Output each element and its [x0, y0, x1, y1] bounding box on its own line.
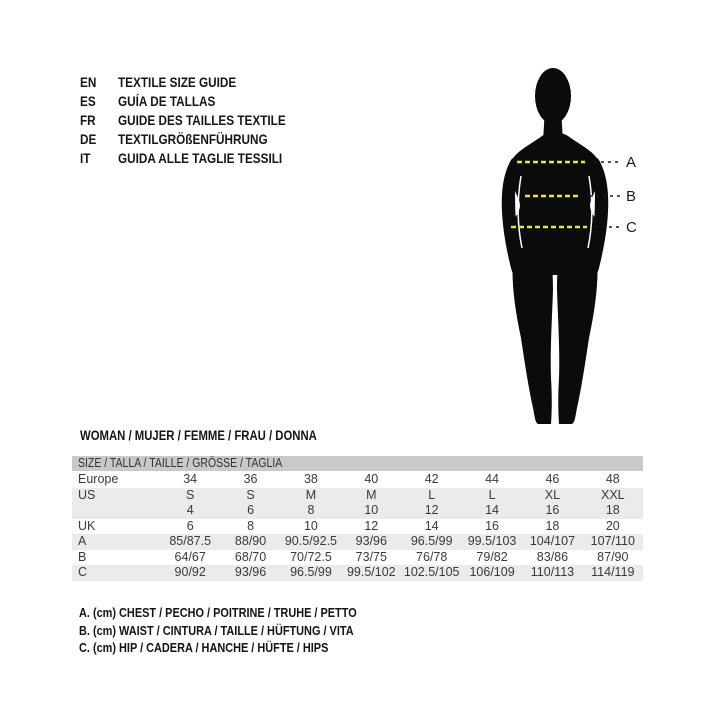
table-cell: 46: [545, 472, 560, 486]
table-row: [72, 519, 643, 535]
table-cell: 99.5/103: [467, 534, 517, 548]
table-cell: L: [488, 487, 496, 502]
table-cell: 34: [183, 472, 198, 486]
table-cell: 20: [605, 518, 620, 533]
language-label-text: GUIDA ALLE TAGLIE TESSILI: [118, 150, 283, 166]
woman-silhouette: [502, 68, 608, 424]
table-row-label: C: [78, 565, 88, 579]
language-code: [80, 92, 118, 111]
table-cell: 38: [303, 472, 318, 486]
table-row: [72, 503, 643, 519]
table-cell: 87/90: [597, 549, 629, 564]
table-cell: 14: [485, 503, 500, 517]
measure-label-b: B: [626, 188, 637, 205]
table-cell: 70/72.5: [290, 549, 332, 564]
legend-text: B. (cm) WAIST / CINTURA / TAILLE / HÜFTUNG / VITA: [79, 622, 354, 638]
table-cell: 8: [307, 503, 315, 517]
table-cell: 73/75: [355, 549, 387, 564]
language-row: [80, 92, 318, 111]
language-label: [118, 73, 259, 92]
table-cell: 44: [485, 472, 500, 486]
table-cell: M: [305, 487, 317, 502]
table-row: [72, 488, 643, 504]
language-row: [80, 149, 318, 168]
language-code-text: FR: [80, 112, 96, 128]
table-cell: 90.5/92.5: [284, 534, 337, 548]
table-cell: 14: [424, 518, 439, 533]
language-label: [118, 149, 313, 168]
table-row-label: A: [78, 534, 87, 548]
language-label-text: TEXTILGRÖßENFÜHRUNG: [118, 131, 268, 147]
table-row: [72, 472, 643, 488]
table-cell: 93/96: [234, 565, 267, 579]
language-label: [118, 111, 318, 130]
table-cell: 40: [364, 472, 379, 486]
measure-label-a: A: [626, 154, 637, 171]
legend-text: A. (cm) CHEST / PECHO / POITRINE / TRUHE / PETTO: [79, 605, 357, 620]
table-cell: M: [366, 487, 377, 502]
size-table-header-text: SIZE / TALLA / TAILLE / GRÖSSE / TAGLIA: [78, 456, 283, 470]
language-label-text: GUIDE DES TAILLES TEXTILE: [118, 112, 286, 128]
table-cell: 68/70: [234, 549, 267, 564]
table-cell: 90/92: [174, 565, 206, 579]
gender-heading: [80, 428, 362, 443]
legend-text: C. (cm) HIP / CADERA / HANCHE / HÜFTE / HIPS: [79, 640, 329, 655]
language-label-text: GUÍA DE TALLAS: [118, 93, 216, 109]
legend-row: [79, 639, 410, 657]
size-table-body: [72, 472, 643, 581]
table-cell: 83/86: [536, 549, 569, 564]
table-row: [72, 550, 643, 566]
language-label-text: TEXTILE SIZE GUIDE: [118, 74, 237, 90]
table-cell: 12: [364, 518, 379, 533]
language-code-text: ES: [80, 93, 96, 109]
measure-label-c: C: [626, 219, 637, 236]
table-row-label: [72, 503, 160, 519]
table-cell: 48: [605, 472, 620, 486]
table-cell: 42: [424, 472, 439, 486]
table-cell: 18: [605, 503, 620, 517]
language-label: [118, 92, 234, 111]
size-table: [72, 456, 643, 581]
measurement-legend: [79, 604, 410, 657]
table-cell: 36: [243, 472, 258, 486]
table-row-label: B: [78, 549, 87, 564]
woman-silhouette-figure: [455, 60, 655, 430]
table-cell: 85/87.5: [169, 534, 212, 548]
table-cell: 104/107: [529, 534, 576, 548]
legend-row: [79, 604, 410, 622]
gender-heading-text: WOMAN / MUJER / FEMME / FRAU / DONNA: [80, 428, 317, 443]
table-cell: 16: [545, 503, 560, 517]
table-cell: 8: [247, 518, 255, 533]
table-cell: 96.5/99: [290, 565, 332, 579]
table-cell: 6: [247, 503, 255, 517]
table-row: [72, 534, 643, 550]
table-cell: 79/82: [476, 549, 508, 564]
table-cell: S: [186, 487, 195, 502]
table-cell: 18: [545, 518, 560, 533]
table-cell: 114/119: [591, 565, 635, 579]
table-row-label: Europe: [78, 472, 119, 486]
language-row: [80, 73, 318, 92]
table-cell: 88/90: [234, 534, 267, 548]
table-cell: L: [428, 487, 436, 502]
table-cell: XL: [544, 487, 561, 502]
table-cell: S: [246, 487, 255, 502]
legend-row: [79, 622, 410, 640]
table-cell: 99.5/102: [346, 565, 396, 579]
language-list: [80, 73, 318, 168]
language-label: [118, 130, 296, 149]
table-cell: 10: [303, 518, 318, 533]
language-code: [80, 149, 118, 168]
table-cell: 64/67: [174, 549, 206, 564]
language-code-text: EN: [80, 74, 97, 90]
table-row-label: US: [78, 487, 96, 502]
table-cell: 12: [424, 503, 439, 517]
table-cell: 107/110: [590, 534, 635, 548]
table-cell: 76/78: [416, 549, 448, 564]
language-code-text: IT: [80, 150, 91, 166]
table-cell: 102.5/105: [403, 565, 460, 579]
table-cell: 93/96: [355, 534, 387, 548]
table-cell: 4: [186, 503, 194, 517]
table-cell: 10: [364, 503, 379, 517]
table-cell: 110/113: [530, 565, 575, 579]
size-table-header: [72, 456, 643, 471]
table-row-label: UK: [78, 518, 96, 533]
table-cell: 6: [186, 518, 194, 533]
figure-panel: [455, 60, 655, 430]
table-row: [72, 565, 643, 581]
language-row: [80, 130, 318, 149]
table-cell: 96.5/99: [410, 534, 453, 548]
table-cell: 106/109: [469, 565, 515, 579]
language-code: [80, 130, 118, 149]
language-code: [80, 73, 118, 92]
table-cell: XXL: [600, 487, 625, 502]
table-cell: 16: [485, 518, 500, 533]
language-code-text: DE: [80, 131, 97, 147]
language-row: [80, 111, 318, 130]
language-code: [80, 111, 118, 130]
